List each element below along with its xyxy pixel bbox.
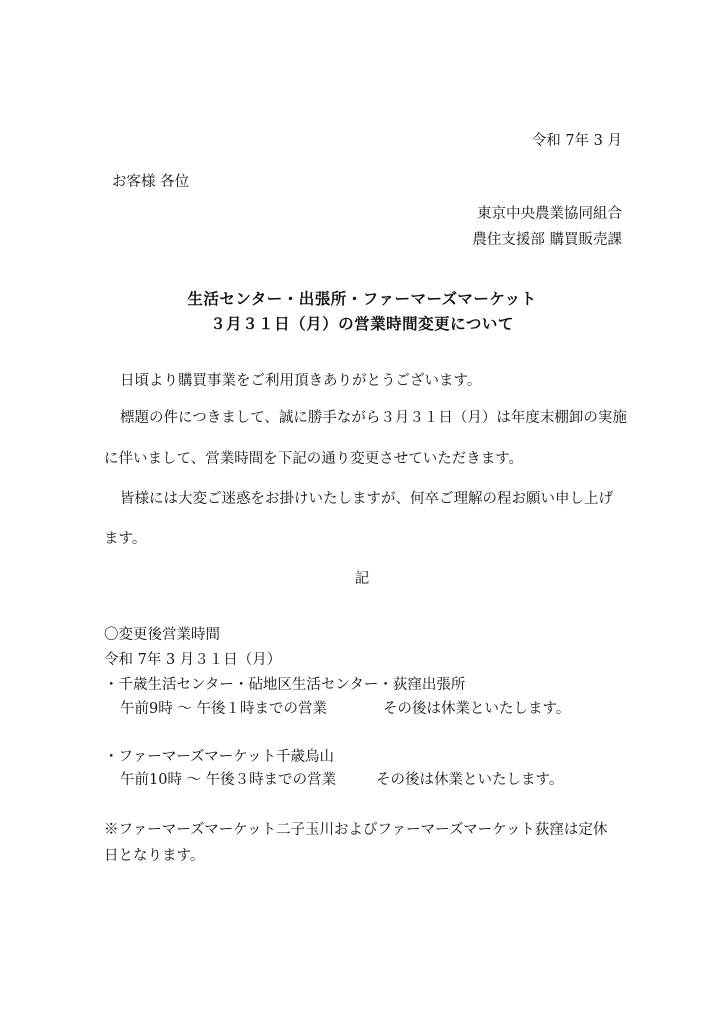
group-2-hours: 午前10時 〜 午後３時までの営業 <box>120 772 337 788</box>
department-name: 農住支援部 購買販売課 <box>472 232 622 248</box>
group-1-hours: 午前9時 〜 午後１時までの営業 <box>120 701 327 717</box>
ki-marker: 記 <box>354 571 370 587</box>
paragraph-3-line-2: ます。 <box>104 531 147 547</box>
group-2-location: ・ファーマーズマーケット千歳烏山 <box>104 749 334 765</box>
group-1-locations: ・千歳生活センター・砧地区生活センター・荻窪出張所 <box>104 677 466 693</box>
details-heading: 〇変更後営業時間 <box>104 627 220 643</box>
paragraph-2-line-2: に伴いまして、営業時間を下記の通り変更させていただきます。 <box>104 451 524 467</box>
title-line-2: ３月３１日（月）の営業時間変更について <box>210 315 514 333</box>
note-line-2: 日となります。 <box>104 848 205 864</box>
title-line-1: 生活センター・出張所・ファーマーズマーケット <box>187 290 537 308</box>
details-date: 令和 7年 3 月３１日（月） <box>104 652 282 668</box>
organization-name: 東京中央農業協同組合 <box>477 206 622 222</box>
paragraph-3-line-1: 皆様には大変ご迷惑をお掛けいたしますが、何卒ご理解の程お願い申し上げ <box>120 491 613 507</box>
group-1-after-note: その後は休業といたします。 <box>383 701 571 717</box>
paragraph-2-line-1: 標題の件につきまして、誠に勝手ながら３月３１日（月）は年度末棚卸の実施 <box>120 410 627 426</box>
group-2-after-note: その後は休業といたします。 <box>376 772 564 788</box>
note-line-1: ※ファーマーズマーケット二子玉川およびファーマーズマーケット荻窪は定休 <box>104 822 608 838</box>
paragraph-1: 日頃より購買事業をご利用頂きありがとうございます。 <box>120 373 482 389</box>
document-date: 令和 7年 3 月 <box>531 133 622 149</box>
recipient: お客様 各位 <box>112 174 190 190</box>
